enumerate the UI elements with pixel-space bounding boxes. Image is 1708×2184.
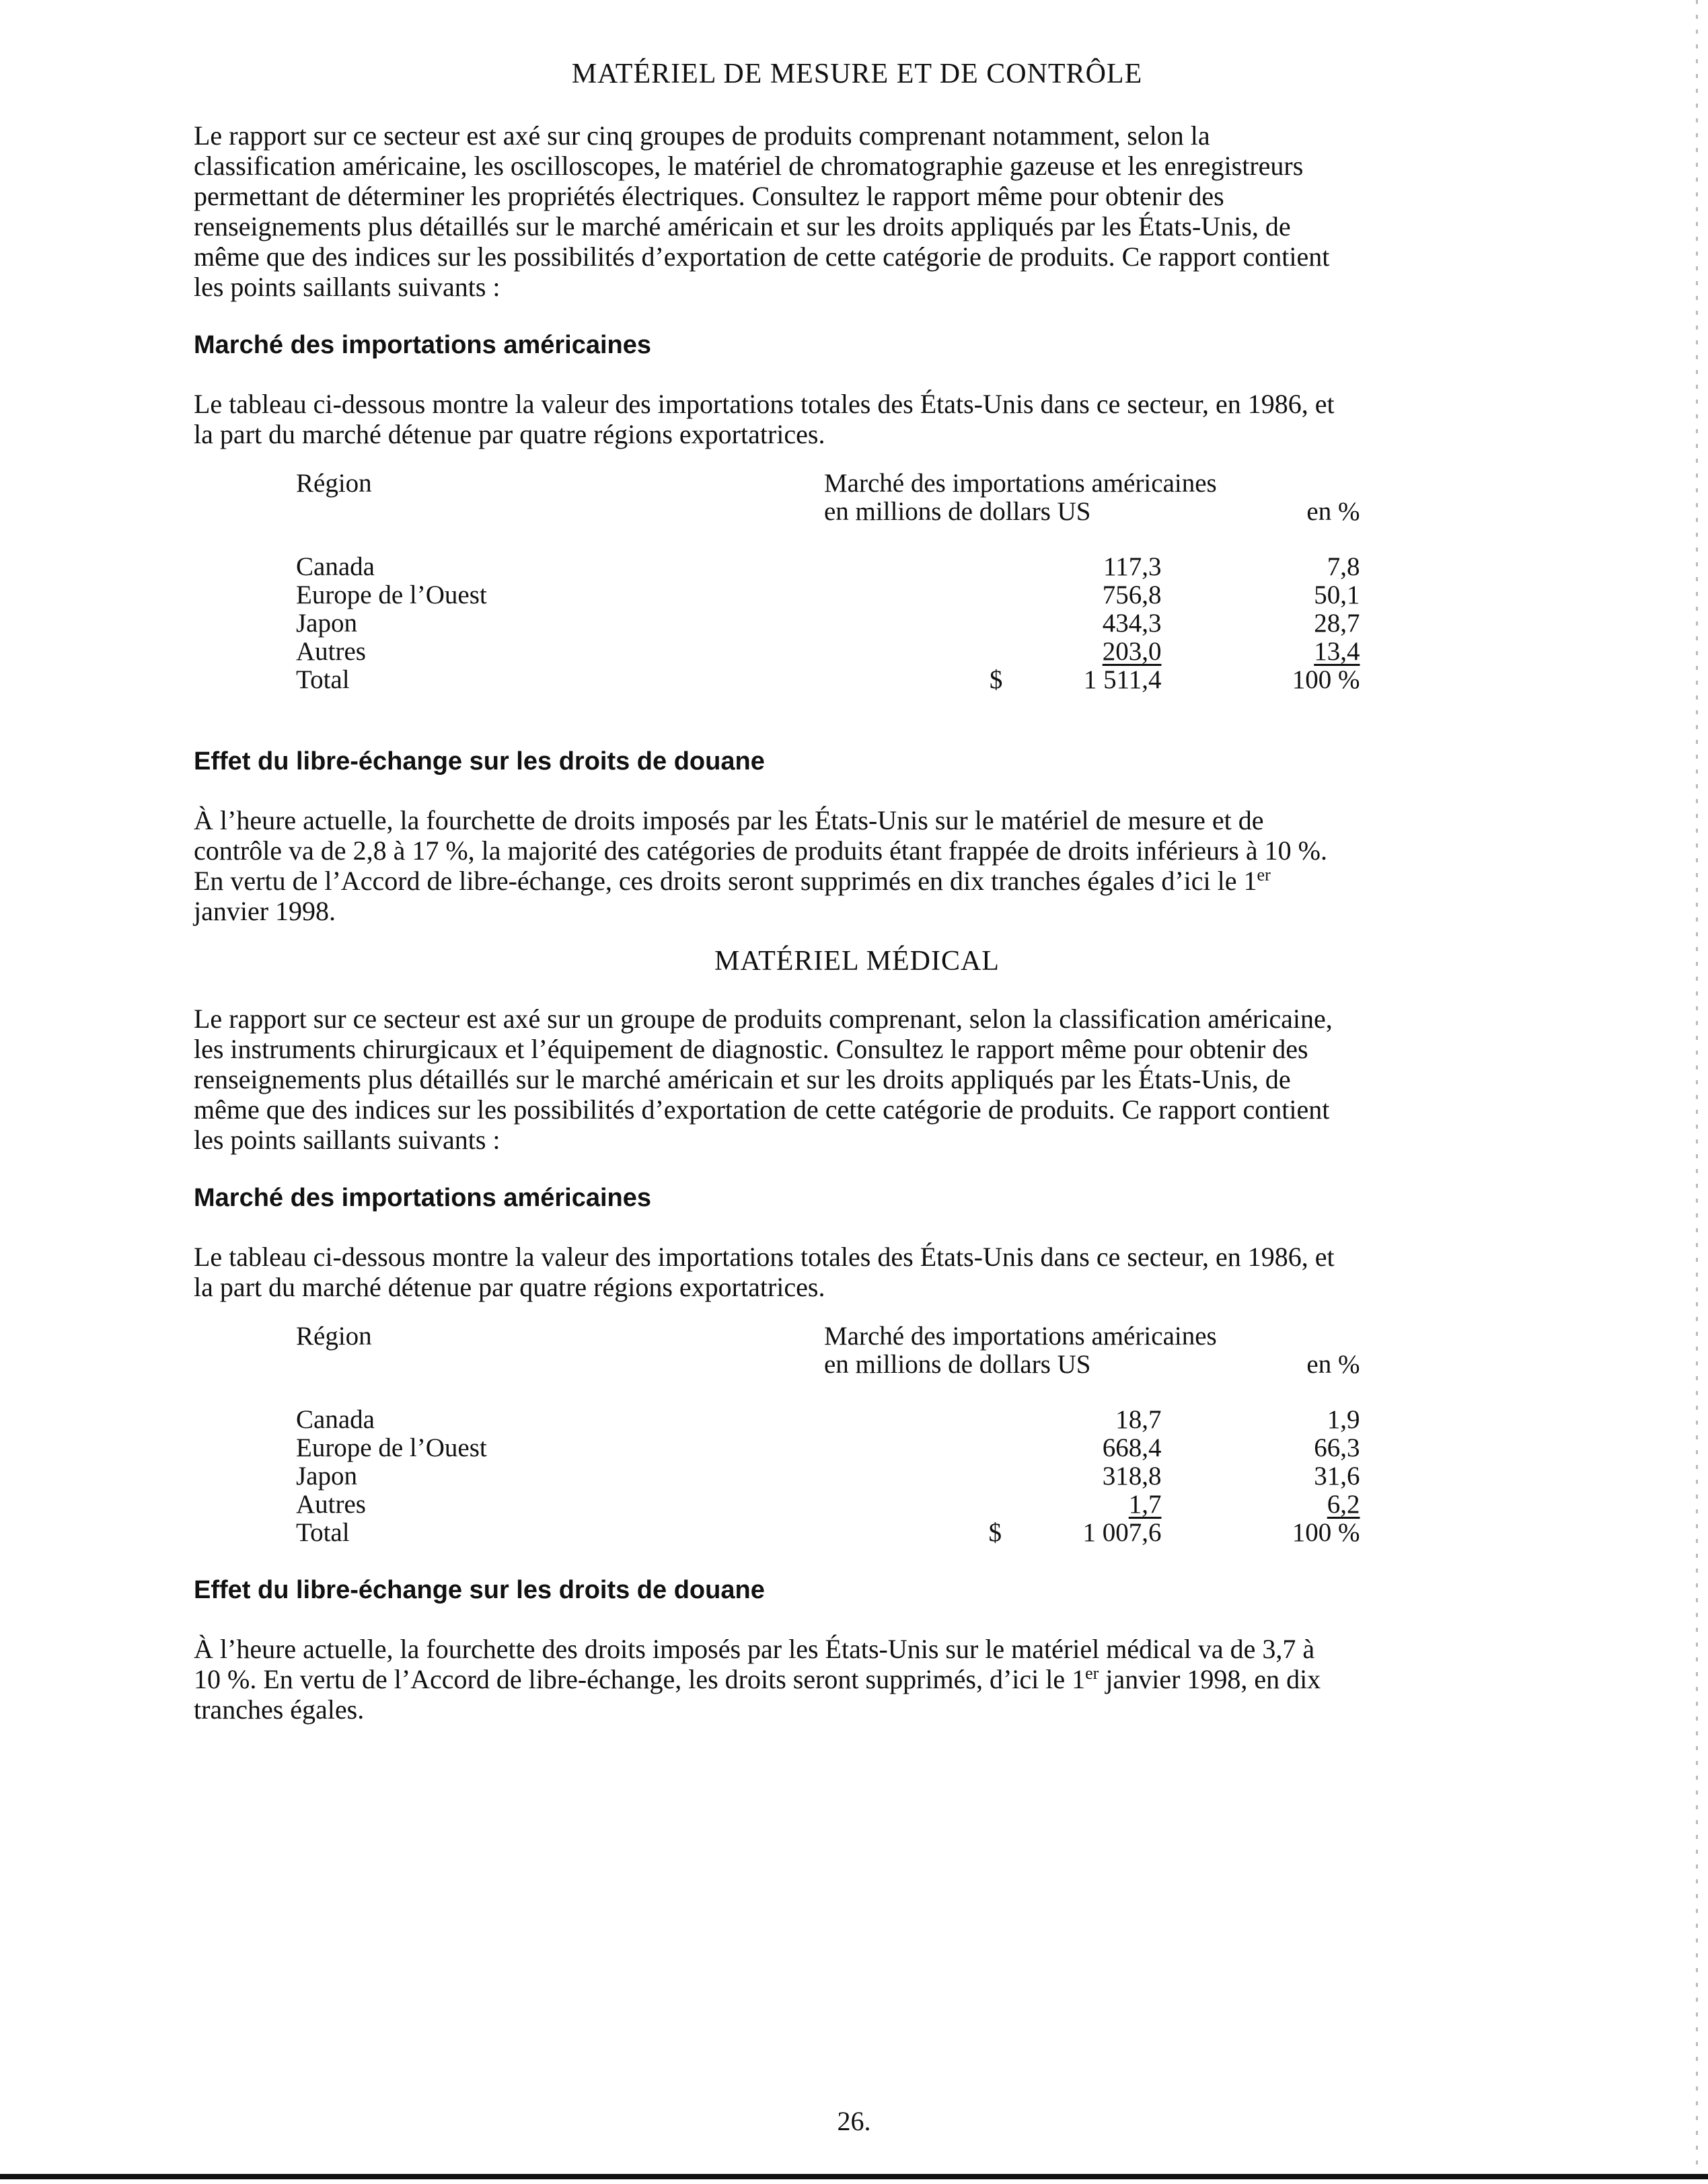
table-row	[296, 609, 1360, 638]
cell-region: Europe de l’Ouest	[296, 1433, 487, 1462]
cell-value: 1,7	[1128, 1490, 1162, 1519]
cell-region: Autres	[296, 1490, 366, 1519]
header-pct: en %	[1306, 497, 1360, 526]
cell-region: Japon	[296, 609, 357, 638]
table-total-row	[296, 666, 1360, 694]
header-value: en millions de dollars US	[824, 1350, 1091, 1379]
table-row	[296, 581, 1360, 609]
text-line: même que des indices sur les possibilités d’exportation de cette catégorie de produits. Ce rapport contient	[194, 241, 1330, 272]
text-line: Le tableau ci-dessous montre la valeur des importations totales des États-Unis dans ce secteur, en 1986, et	[194, 389, 1335, 419]
cell-value: 434,3	[1102, 609, 1162, 638]
text-line: Le tableau ci-dessous montre la valeur des importations totales des États-Unis dans ce secteur, en 1986, et	[194, 1242, 1335, 1272]
cell-region: Canada	[296, 552, 375, 581]
cell-pct: 28,7	[1314, 609, 1360, 638]
cell-pct: 31,6	[1314, 1462, 1360, 1491]
text-line: En vertu de l’Accord de libre-échange, ces droits seront supprimés en dix tranches égales d’ici le 1er	[194, 865, 1271, 896]
subheading-market: Marché des importations américaines	[194, 1184, 652, 1212]
text-line: Le rapport sur ce secteur est axé sur un groupe de produits comprenant, selon la classification américaine,	[194, 1004, 1333, 1034]
section-intro-medical	[194, 1004, 1520, 1155]
cell-total-label: Total	[296, 665, 350, 694]
section-intro-mesure	[194, 120, 1520, 302]
cell-total-value: 1 511,4	[1083, 665, 1162, 694]
section-title-mesure: MATÉRIEL DE MESURE ET DE CONTRÔLE	[571, 59, 1143, 89]
cell-pct: 6,2	[1327, 1490, 1360, 1519]
superscript: er	[1257, 865, 1271, 884]
cell-value: 203,0	[1102, 637, 1162, 666]
header-market: Marché des importations américaines	[824, 1322, 1217, 1351]
table-row	[296, 553, 1360, 581]
tariff-paragraph	[194, 1634, 1520, 1725]
cell-value: 18,7	[1115, 1405, 1162, 1434]
bottom-rule	[0, 2174, 1708, 2179]
cell-region: Canada	[296, 1405, 375, 1434]
cell-total-pct: 100 %	[1292, 665, 1360, 694]
cell-value: 117,3	[1103, 552, 1162, 581]
subheading-tariff: Effet du libre-échange sur les droits de douane	[194, 1576, 765, 1604]
text-line: Le rapport sur ce secteur est axé sur cinq groupes de produits comprenant notamment, selon la	[194, 120, 1210, 151]
text-line: À l’heure actuelle, la fourchette de droits imposés par les États-Unis sur le matériel de mesure et de	[194, 805, 1264, 835]
table-intro	[194, 1242, 1520, 1302]
header-region: Région	[296, 469, 372, 498]
text-line: classification américaine, les oscilloscopes, le matériel de chromatographie gazeuse et les enregistreurs	[194, 151, 1304, 181]
table-row	[296, 1434, 1360, 1462]
text-line: les instruments chirurgicaux et l’équipement de diagnostic. Consultez le rapport même pour obtenir des	[194, 1034, 1308, 1064]
text-line: permettant de déterminer les propriétés électriques. Consultez le rapport même pour obtenir des	[194, 181, 1224, 211]
import-table-mesure	[296, 469, 1360, 694]
table-intro	[194, 389, 1520, 449]
cell-region: Autres	[296, 637, 366, 666]
table-row	[296, 1491, 1360, 1519]
cell-total-label: Total	[296, 1518, 350, 1547]
cell-region: Japon	[296, 1462, 357, 1491]
text-line: tranches égales.	[194, 1694, 365, 1725]
cell-pct: 66,3	[1314, 1433, 1360, 1462]
superscript: er	[1085, 1663, 1099, 1683]
text-line: renseignements plus détaillés sur le marché américain et sur les droits appliqués par les États-Unis, de	[194, 1064, 1291, 1094]
cell-pct: 13,4	[1314, 637, 1360, 666]
cell-value: 668,4	[1102, 1433, 1162, 1462]
header-market: Marché des importations américaines	[824, 469, 1217, 498]
table-header-row	[296, 1322, 1360, 1351]
text-line: À l’heure actuelle, la fourchette des droits imposés par les États-Unis sur le matériel médical va de 3,7 à	[194, 1634, 1315, 1664]
text-line: contrôle va de 2,8 à 17 %, la majorité des catégories de produits étant frappée de droits inférieurs à 10 %.	[194, 835, 1327, 866]
cell-pct: 50,1	[1314, 580, 1360, 609]
table-header-row	[296, 469, 1360, 498]
table-row	[296, 1406, 1360, 1434]
table-row	[296, 1462, 1360, 1491]
import-table-medical	[296, 1322, 1360, 1547]
table-header-row	[296, 1351, 1360, 1379]
text-line: les points saillants suivants :	[194, 1125, 500, 1155]
header-value: en millions de dollars US	[824, 497, 1091, 526]
text-line: les points saillants suivants :	[194, 272, 500, 302]
text-line: même que des indices sur les possibilités d’exportation de cette catégorie de produits. Ce rapport contient	[194, 1094, 1330, 1125]
page-content	[194, 59, 1520, 1725]
text-line: 10 %. En vertu de l’Accord de libre-échange, les droits seront supprimés, d’ici le 1er janvier 1998, en dix	[194, 1663, 1321, 1694]
cell-value: 318,8	[1102, 1462, 1162, 1491]
text-line: renseignements plus détaillés sur le marché américain et sur les droits appliqués par les États-Unis, de	[194, 211, 1291, 241]
cell-total-value: 1 007,6	[1082, 1518, 1162, 1547]
subheading-market: Marché des importations américaines	[194, 331, 652, 359]
cell-pct: 7,8	[1327, 552, 1360, 581]
text-line: janvier 1998.	[194, 896, 336, 926]
text-line: la part du marché détenue par quatre régions exportatrices.	[194, 419, 825, 449]
cell-pct: 1,9	[1327, 1405, 1360, 1434]
text-line: la part du marché détenue par quatre régions exportatrices.	[194, 1272, 825, 1302]
currency-symbol: $	[989, 665, 1003, 694]
page-number: 26.	[837, 2106, 871, 2136]
currency-symbol: $	[988, 1518, 1002, 1547]
cell-region: Europe de l’Ouest	[296, 580, 487, 609]
table-header-row	[296, 498, 1360, 526]
subheading-tariff: Effet du libre-échange sur les droits de douane	[194, 747, 765, 776]
cell-total-pct: 100 %	[1292, 1518, 1360, 1547]
section-title-medical: MATÉRIEL MÉDICAL	[714, 946, 1000, 977]
table-total-row	[296, 1519, 1360, 1547]
cell-value: 756,8	[1102, 580, 1162, 609]
scan-edge-artifact	[1696, 0, 1698, 2173]
table-row	[296, 638, 1360, 666]
header-region: Région	[296, 1322, 372, 1351]
tariff-paragraph	[194, 805, 1520, 926]
header-pct: en %	[1306, 1350, 1360, 1379]
